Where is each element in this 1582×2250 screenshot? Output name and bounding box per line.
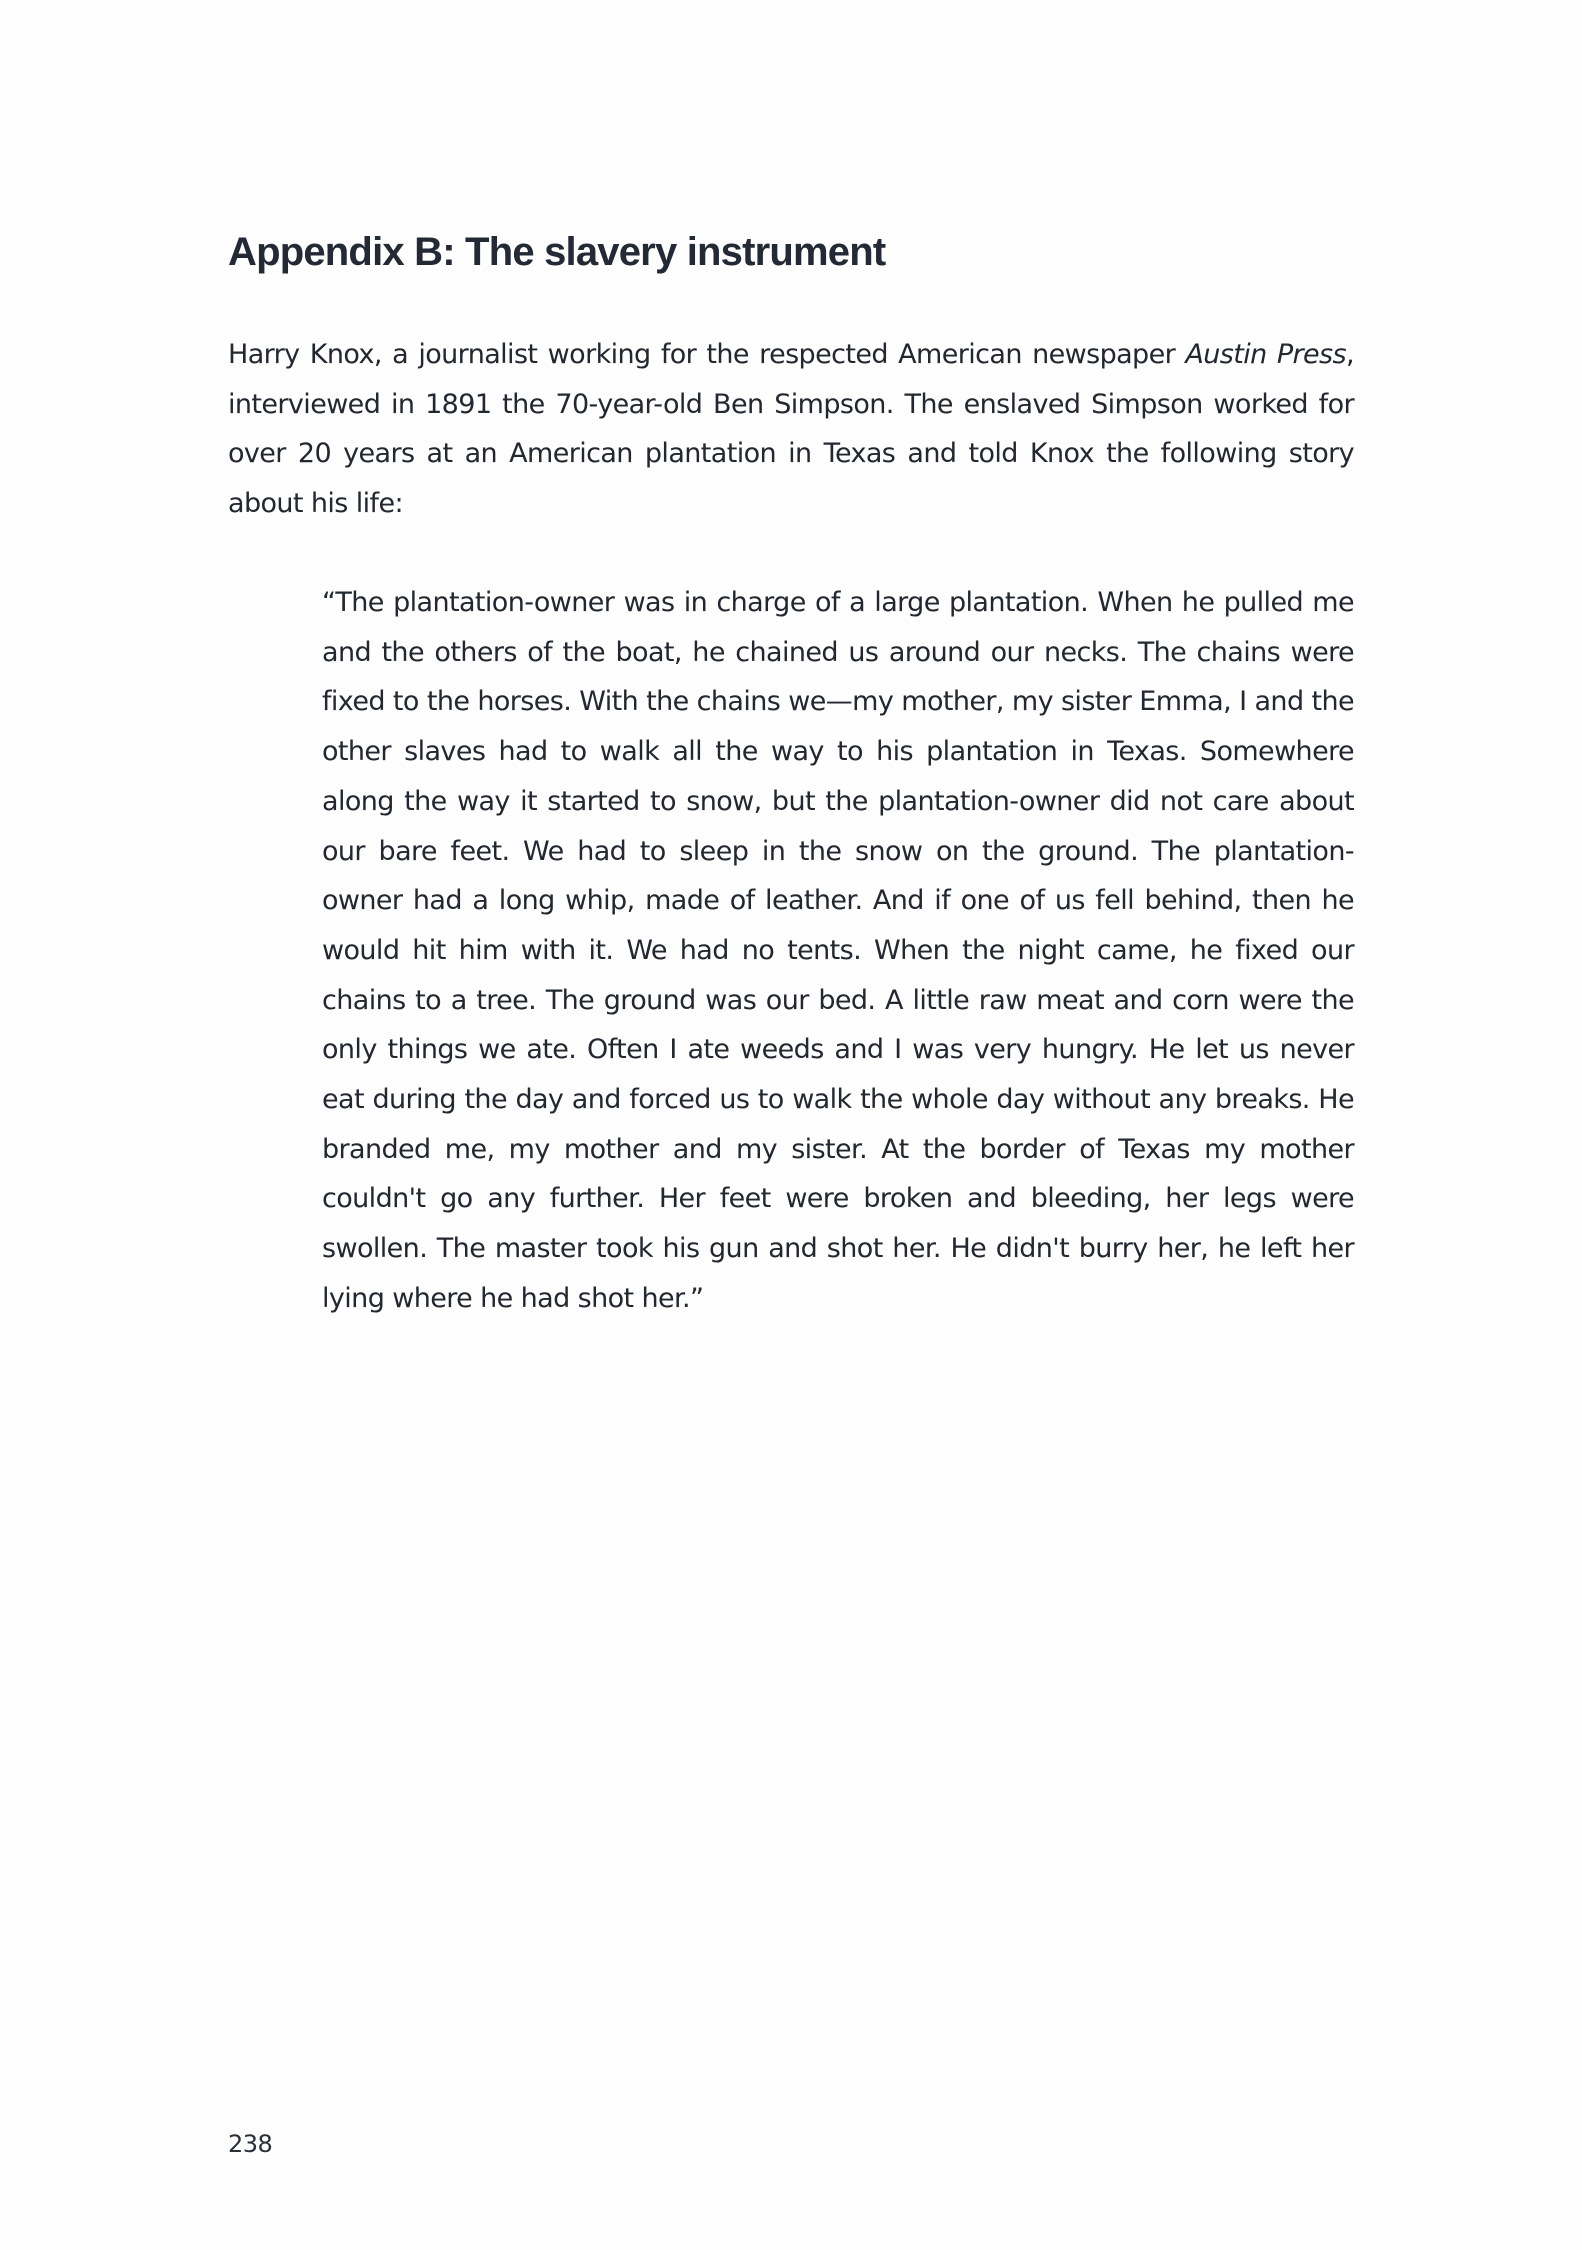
intro-text-start: Harry Knox, a journalist working for the respected American newspaper: [228, 339, 1186, 370]
newspaper-name: Austin Press: [1185, 339, 1346, 370]
appendix-heading: Appendix B: The slavery instrument: [228, 230, 886, 274]
page-number: 238: [228, 2130, 273, 2158]
intro-text-end: , interviewed in 1891 the 70-year-old Ben Simpson. The enslaved Simpson worked for over 20 years at an American plantation in Texas and told Knox the following story about his life:: [228, 339, 1354, 520]
intro-paragraph: [228, 330, 1354, 529]
interview-quote: “The plantation-owner was in charge of a large plantation. When he pulled me and the others of the boat, he chained us around our necks. The chains were fixed to the horses. With the chains we—my mother, my sister Emma, I and the other slaves had to walk all the way to his plantation in Texas. Somewhere along the way it started to snow, but the plantation-owner did not care about our bare feet. We had to sleep in the snow on the ground. The plantation-owner had a long whip, made of leather. And if one of us fell behind, then he would hit him with it. We had no tents. When the night came, he fixed our chains to a tree. The ground was our bed. A little raw meat and corn were the only things we ate. Often I ate weeds and I was very hungry. He let us never eat during the day and forced us to walk the whole day without any breaks. He branded me, my mother and my sister. At the border of Texas my mother couldn't go any further. Her feet were broken and bleeding, her legs were swollen. The master took his gun and shot her. He didn't burry her, he left her lying where he had shot her.”: [322, 587, 1354, 1314]
